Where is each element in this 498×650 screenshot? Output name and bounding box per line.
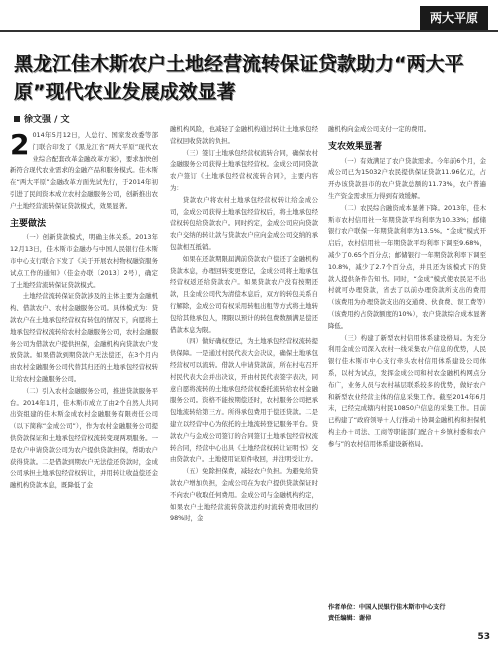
- section-label: 两大平原: [420, 6, 488, 30]
- paragraph: 融机构风险，也减轻了金融机构通过转让土地承包经营权回收贷款的负担。: [170, 125, 318, 145]
- column-1: [10, 130, 158, 492]
- byline: [14, 112, 70, 125]
- paragraph: （一）创新贷款模式，明确主体关系。2013年12月13日，佳木斯市金融办与中国人民银行佳木斯市中心支行联合下发了《关于开展农村物权融资服务试点工作的通知》（佳金办联〔2013〕2号），确定了土地经营流转保证贷款模式。: [10, 233, 158, 289]
- paragraph: （五）免除担保费，减轻农户负担。为避免给贷款农户增加负担，金成公司在为农户提供贷款保证时不向农户收取任何费用。金成公司与金融机构约定，如果农户土地经营流转贷款违约时流转费用收回约98%时，金: [170, 467, 318, 523]
- drop-cap: 2: [10, 128, 30, 161]
- square-icon: [14, 116, 20, 122]
- paragraph: （四）做好确权登记，为土地承包经营权流转提供保障。一是通过村民代表大会决议，确保土地承包经营权可以流转。借款人申请贷款前，所在村屯召开村民代表大会并出决议，开由村民代表签字表决，同意自愿将流转的土地承包经营权委托流转给农村金融服务公司。资格不能按期偿还时，农村服务公司把承包地流转给第三方。所得承包费用于偿还贷款。二是建立以经营中心为依托的土地流转登记服务平台。贷款农户与金成公司签订的合同签订土地承包经营权流转合同，经营中心出具《土地经营权转让证明书》交由贷款农户。土地使用证原件收回，并注明受让方。: [170, 337, 318, 464]
- article-title: 黑龙江佳木斯农户土地经营流转保证贷款助力“两大平原”现代农业发展成效显著: [14, 53, 464, 103]
- paragraph: 如果在还款期限届满前贷款农户偿还了金融机构贷款本息，办理回转变更登记，金成公司将土地承包经营权返还给贷款农户。如果贷款农户没有按期还款，且金成公司代为清偿本息后，双方的转包关系自行解除，金成公司有权采用转租出租等方式将土地转包给其他承包人，期限以预计的转包费数额满足偿还借款本息为限。: [170, 254, 318, 334]
- paragraph: 土地经营流转保证贷款涉及的主体主要为金融机构、借款农户、农村金融服务公司。具体模式为：贷款农户在土地承包经营权有转包的情况下，向愿将土地承包经营权流转给农村金融服务公司，农村金融服务公司为借款农户提供担保，金融机构向贷款农户发放贷款。如果借款到期贷款户无法偿还，在3个月内由农村金融服务公司代替其归还的土地承包经营权转让给农村金融服务公司。: [10, 292, 158, 383]
- intro-paragraph: [10, 130, 158, 213]
- author-affiliation: 作者单位：中国人民银行佳木斯市中心支行: [328, 604, 446, 611]
- header-rule: [0, 30, 498, 32]
- signature-block: [328, 602, 488, 624]
- column-2: [170, 124, 318, 525]
- paragraph: 贷款农户将农村土地承包经营权转让给金成公司，金成公司获得土地承包经营权后，将土地承包经营权转包给贷款农户。同时约定，金成公司应向贷款农户交纳的转让款与贷款农户应向金成公司交纳的承包款相互抵销。: [170, 195, 318, 251]
- editor: 责任编辑：谢倬: [328, 615, 372, 622]
- paragraph: 融机构向金成公司支付一定的费用。: [328, 125, 431, 133]
- page-number: 53: [477, 632, 490, 642]
- paragraph: （三）签订土地承包经营权流转合同，确保农村金融服务公司获得土地承包经营权。金成公司同贷款农户签订《土地承包经营权流转合同》，主要内容为：: [170, 148, 318, 192]
- byline-text: 徐文强 / 文: [24, 115, 70, 125]
- heading-effects: 支农效果显著: [328, 141, 383, 152]
- intro-text: 014年5月12日，人总行、国家发改委等部门联合印发了《黑龙江省“两大平原”现代农业综合配套改革金融改革方案》，要求加快创新符合现代农业需求的金融产品和服务模式。佳木斯在“两大平原”金融改革方面先试先行，于2014年初引进了民间资本成立农村金融服务公司，创新推出农户土地经营流转保证贷款模式，效果显著。: [10, 131, 158, 210]
- column-3: [328, 124, 486, 451]
- paragraph: （一）有效满足了农户贷款需求。今年前6个月，金成公司已为15032户农民提供保证贷款11.96亿元，占开办该贷款县市的农户贷款总额的11.73%，农户普遍生产资金需求压力得到有效缓解。: [328, 156, 486, 200]
- heading-main-practices: 主要做法: [10, 218, 47, 229]
- paragraph: （三）构建了新型农村信用体系建设格局。为充分利用金成公司深入农村一线采集农户信息的优势，人民银行佳木斯市中心支行牵头农村信用体系建设公司体系，以村为试点，发挥金成公司和村农金融机构网点分布广，业务人员与农村基层联系较多的优势，做好农户和新型农业经营主体的信息采集工作。截至2014年6月末，已经完成辖内村民10850户信息的采集工作。目前已构建了“政府领导＋人行推动＋协调金融机构和担保机构主办＋司法、工商等职能部门配合＋乡镇村委和农户参与”的农村信用体系建设新格局。: [328, 333, 486, 448]
- paragraph: （二）引入农村金融服务公司，推进贷款服务平台。2014年1月，佳木斯市成立了由2个自然人共同出资组建的佳木斯金成农村金融服务有限责任公司（以下简称“金成公司”），作为农村金融服务公司提供贷款保证和土地承包经营权流转变现两项服务。一是农户申请贷款公司为农户提供贷款担保，帮助农户获得贷款。二是借款到期农户无法偿还贷款时，金成公司承担土地承包经营权转让，并用转让收益偿还金融机构贷款本息，既降低了金: [10, 386, 158, 490]
- paragraph: （二）农民综合融资成本显著下降。2013年，佳木斯市农村信用社一年期贷款平均利率为10.33%；邮储银行农户联保一年期贷款利率为13.5%。“金成”模式开启后，农村信用社一年期贷款平均利率下调至9.68%，减少了0.65个百分点；邮储银行一年期贷款利率下调至10.8%，减少了2.7个百分点，并且还为该模式下的贷款人提供条件告知书。同时，“金成”模式使农民足不出村就可办理贷款，省去了以前办理贷款所支出的费用（该费用为办理贷款支出的交通费、伙食费、误工费等）（该费用约占贷款额度的10%），农户贷款综合成本显著降低。: [328, 203, 486, 330]
- page-header: [0, 0, 498, 34]
